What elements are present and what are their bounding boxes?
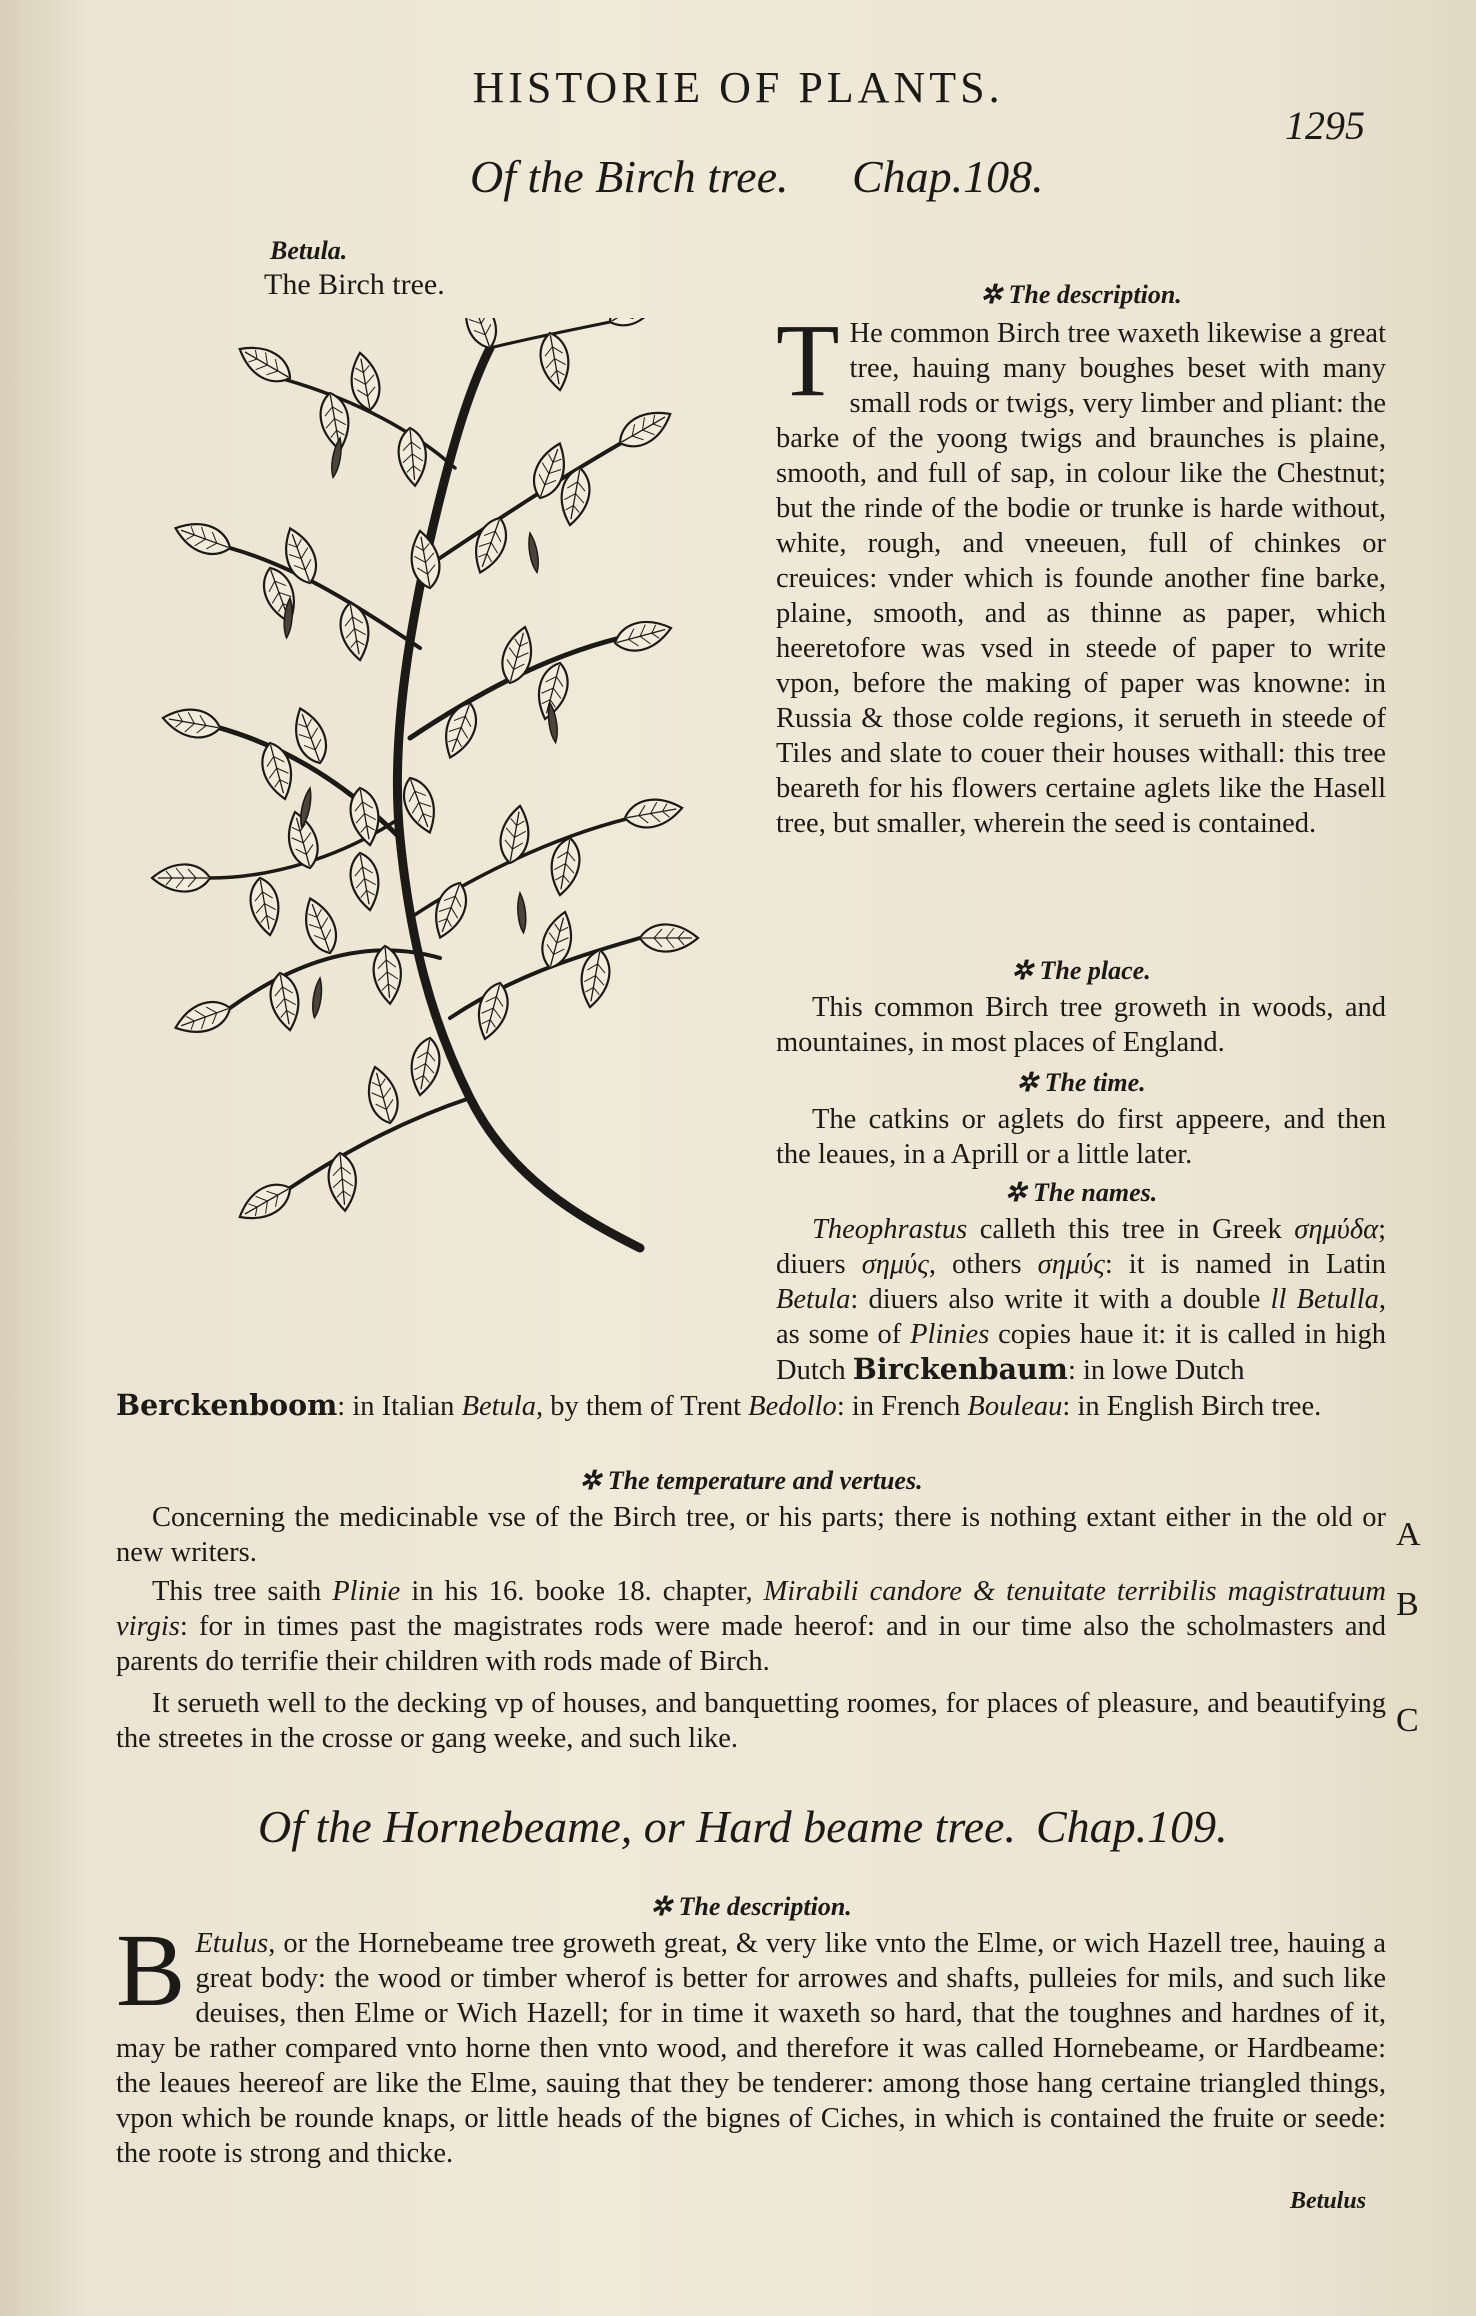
- names-fragment: : in Italian: [337, 1391, 462, 1422]
- place-text: This common Birch tree groweth in woods, and mountaines, in most places of England.: [776, 992, 1386, 1058]
- names-heading: ✲ The names.: [1004, 1178, 1158, 1207]
- time-heading: ✲ The time.: [1016, 1068, 1146, 1097]
- virtue-fragment: in his 16. booke 18. chapter,: [400, 1576, 764, 1607]
- virtue-a-text: Concerning the medicinable vse of the Birch tree, or his parts; there is nothing extant either in the old or new writers.: [116, 1502, 1386, 1568]
- italian-word: Betula: [461, 1391, 536, 1422]
- names-fragment: : in English Birch tree.: [1062, 1391, 1322, 1422]
- hornebeame-description: [116, 1913, 1386, 2171]
- figure-latin-name: Betula.: [270, 236, 348, 265]
- names-fragment: : in lowe Dutch: [1067, 1355, 1245, 1386]
- author-plinie: Plinies: [910, 1319, 990, 1350]
- latin-word: ll Betulla: [1270, 1284, 1379, 1315]
- french-word: Bouleau: [967, 1391, 1063, 1422]
- blackletter-word: Berckenboom: [116, 1388, 338, 1422]
- virtue-fragment: : for in times past the magistrates rods were made heerof: and in our time also the scholmasters and parents do terrifie their children with rods made of Birch.: [116, 1611, 1386, 1677]
- author-plinie: Plinie: [332, 1576, 401, 1607]
- latin-quotation: Mirabili candore & tenuitate terribilis magistratuum virgis: [116, 1576, 1386, 1642]
- names-fragment: : in French: [836, 1391, 968, 1422]
- time-text: The catkins or aglets do first appeere, and then the leaues, in a Aprill or a little later.: [776, 1104, 1386, 1170]
- greek-word: σημύς: [1037, 1249, 1105, 1280]
- running-head: HISTORIE OF PLANTS.: [472, 63, 1004, 112]
- birch-description-text: He common Birch tree waxeth likewise a great tree, hauing many boughes beset with many small rods or twigs, very limber and pliant: the barke of the yoong twigs and braunches is plaine, smooth, and full of sap, in colour like the Chestnut; but the rinde of the bodie or trunke is harde without, white, rough, and vneeuen, full of chinkes or creuices: vnder which is founde another fine barke, plaine, smooth, and as thinne as paper, which heeretofore was vsed in steede of paper to write vpon, before the making of paper was knowne: in Russia & those colde regions, it serueth in steede of Tiles and slate to couer their houses withall: this tree beareth for his flowers certaine aglets like the Hasell tree, but smaller, wherein the seed is contained.: [776, 318, 1386, 839]
- chapter-108-number: Chap.108.: [852, 151, 1044, 202]
- dropcap-t: T: [776, 303, 840, 418]
- chapter-109-number: Chap.109.: [1036, 1801, 1228, 1852]
- names-fragment: ; diuers: [776, 1214, 1386, 1280]
- names-fragment: calleth this tree in Greek: [967, 1214, 1295, 1245]
- margin-letter-c: C: [1396, 1702, 1419, 1739]
- author-theophrastus: Theophrastus: [812, 1214, 968, 1245]
- names-fragment: copies haue it: it is called in high Dutch: [776, 1319, 1386, 1386]
- birch-description: [776, 303, 1386, 841]
- greek-word: σημύς: [861, 1249, 929, 1280]
- page-number: 1295: [1285, 103, 1365, 148]
- birch-tree-woodcut: [110, 318, 730, 1278]
- figure-caption: The Birch tree.: [264, 268, 445, 301]
- latin-word: Etulus: [195, 1928, 269, 1959]
- place-heading: ✲ The place.: [1011, 956, 1151, 985]
- description-heading: ✲ The description.: [980, 280, 1182, 309]
- catchword: Betulus: [1290, 2188, 1367, 2214]
- trent-word: Bedollo: [748, 1391, 837, 1422]
- chapter-109-title: Of the Hornebeame, or Hard beame tree.: [258, 1801, 1016, 1852]
- margin-letter-a: A: [1396, 1516, 1421, 1553]
- virtue-b-text: [116, 1574, 1386, 1679]
- names-fragment: : diuers also write it with a double: [850, 1284, 1271, 1315]
- virtue-c-text: It serueth well to the decking vp of houses, and banquetting roomes, for places of pleasure, and beautifying the streetes in the crosse or gang weeke, and such like.: [116, 1688, 1386, 1754]
- margin-letter-b: B: [1396, 1586, 1419, 1623]
- virtue-fragment: This tree saith: [152, 1576, 333, 1607]
- hornebeame-text: , or the Hornebeame tree groweth great, & very like vnto the Elme, or wich Hazell tree, hauing a great body: the wood or timber wherof is better for arrowes and shafts, pulleies for mils, and such like deuises, then Elme or Wich Hazell; for in time it waxeth so hard, that the toughnes and hardnes of it, may be rather compared vnto horne then vnto wood, and therefore it was called Hornebeame, or Hardbeame: the leaues heereof are like the Elme, sauing that they be tenderer: among those hang certaine triangled things, vpon which be rounde knaps, or little heads of the bignes of Ciches, in which is contained the fruite or seede: the roote is strong and thicke.: [116, 1928, 1386, 2169]
- names-continuation: [116, 1388, 1386, 1424]
- temperature-heading: ✲ The temperature and vertues.: [579, 1466, 923, 1495]
- names-fragment: , by them of Trent: [535, 1391, 749, 1422]
- names-fragment: , others: [928, 1249, 1038, 1280]
- blackletter-word: Birckenbaum: [852, 1352, 1068, 1386]
- names-text: [776, 1212, 1386, 1388]
- names-fragment: , as some of: [776, 1284, 1386, 1350]
- chapter-108-title: Of the Birch tree.: [470, 151, 789, 202]
- greek-word: σημύδα: [1294, 1214, 1379, 1245]
- names-fragment: : it is named in Latin: [1104, 1249, 1386, 1280]
- description-heading-109: ✲ The description.: [650, 1892, 852, 1921]
- latin-word: Betula: [776, 1284, 851, 1315]
- dropcap-b: B: [116, 1913, 186, 2028]
